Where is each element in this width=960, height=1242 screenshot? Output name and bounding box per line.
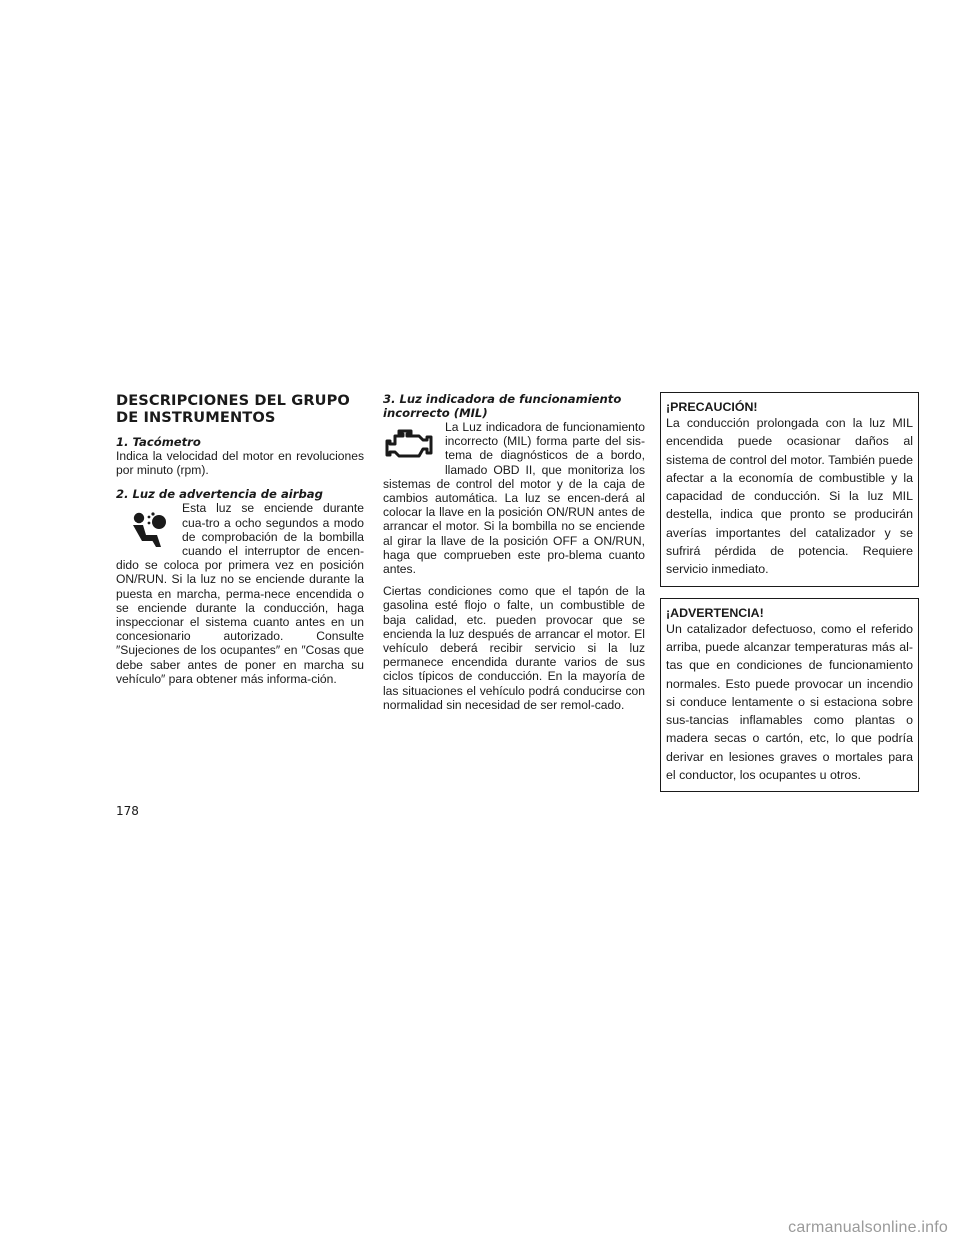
text-mil: La Luz indicadora de funcionamiento incorrecto (MIL) forma parte del sis-tema de diagnósticos de a bordo, llamado OBD II, que monitoriza los sistemas de control del motor y de la caja de cambios automática. La luz se encen-derá al colocar la llave en la posición ON/RUN antes de arrancar el motor. Si la bombilla no se enciende al girar la llave de la posición OFF a ON/RUN, haga que comprueben este pro-blema cuanto antes.: [383, 420, 645, 577]
section-title: DESCRIPCIONES DEL GRUPO DE INSTRUMENTOS: [116, 392, 350, 426]
caution-box: [660, 392, 919, 587]
heading-tachometer: 1. Tacómetro: [116, 435, 201, 449]
page-number: 178: [116, 804, 139, 818]
heading-airbag-light: 2. Luz de advertencia de airbag: [116, 487, 323, 502]
heading-mil: 3. Luz indicadora de funcionamiento incorrecto (MIL): [383, 392, 622, 420]
column-left: [116, 392, 364, 686]
column-middle: [383, 392, 645, 712]
check-engine-icon: [383, 422, 441, 466]
caution-title: ¡PRECAUCIÓN!: [666, 400, 758, 414]
column-right: [660, 392, 919, 792]
warning-box: [660, 598, 919, 793]
warning-text: Un catalizador defectuoso, como el referido arriba, puede alcanzar temperaturas más al-tas que en condiciones de funcionamiento normales. Esto puede provocar un incendio si conduce lentamente o si estaciona sobre sus-tancias inflamables como plantas o madera secas o cartón, etc, lo que podría derivar en lesiones graves o mortales para el conductor, los ocupantes u otros.: [666, 621, 913, 783]
airbag-icon: [116, 505, 182, 555]
text-mil-conditions: Ciertas condiciones como que el tapón de la gasolina esté flojo o falte, un combustible de baja calidad, etc. pueden provocar que se encienda la luz después de arrancar el motor. El vehículo deberá recibir servicio si la luz permanece encendida durante varios de sus ciclos típicos de conducción. En la mayoría de las situaciones el vehículo podrá conducirse con normalidad sin necesidad de ser remol-cado.: [383, 584, 645, 712]
text-tachometer: Indica la velocidad del motor en revoluciones por minuto (rpm).: [116, 449, 364, 478]
watermark-text: carmanualsonline.info: [788, 1219, 948, 1236]
text-airbag-light: Esta luz se enciende durante cua-tro a ocho segundos a modo de comprobación de la bombilla cuando el interruptor de encen-dido se coloca por primera vez en posición ON/RUN. Si la luz no se enciende durante la puesta en marcha, perma-nece encendida o se enciende durante la conducción, haga inspeccionar el sistema cuanto antes en un concesionario autorizado. Consulte ″Sujeciones de los ocupantes″ en ″Cosas que debe saber antes de poner en marcha su vehículo″ para obtener más informa-ción.: [116, 501, 364, 686]
warning-title: ¡ADVERTENCIA!: [666, 605, 764, 620]
caution-text: La conducción prolongada con la luz MIL encendida puede ocasionar daños al sistema de control del motor. También puede afectar a la economía de combustible y la capacidad de conducción. Si la luz MIL destella, indica que pronto se producirán averías importantes del catalizador y se sufrirá pérdida de potencia. Requiere servicio inmediato.: [666, 416, 913, 577]
watermark: [0, 1219, 960, 1237]
